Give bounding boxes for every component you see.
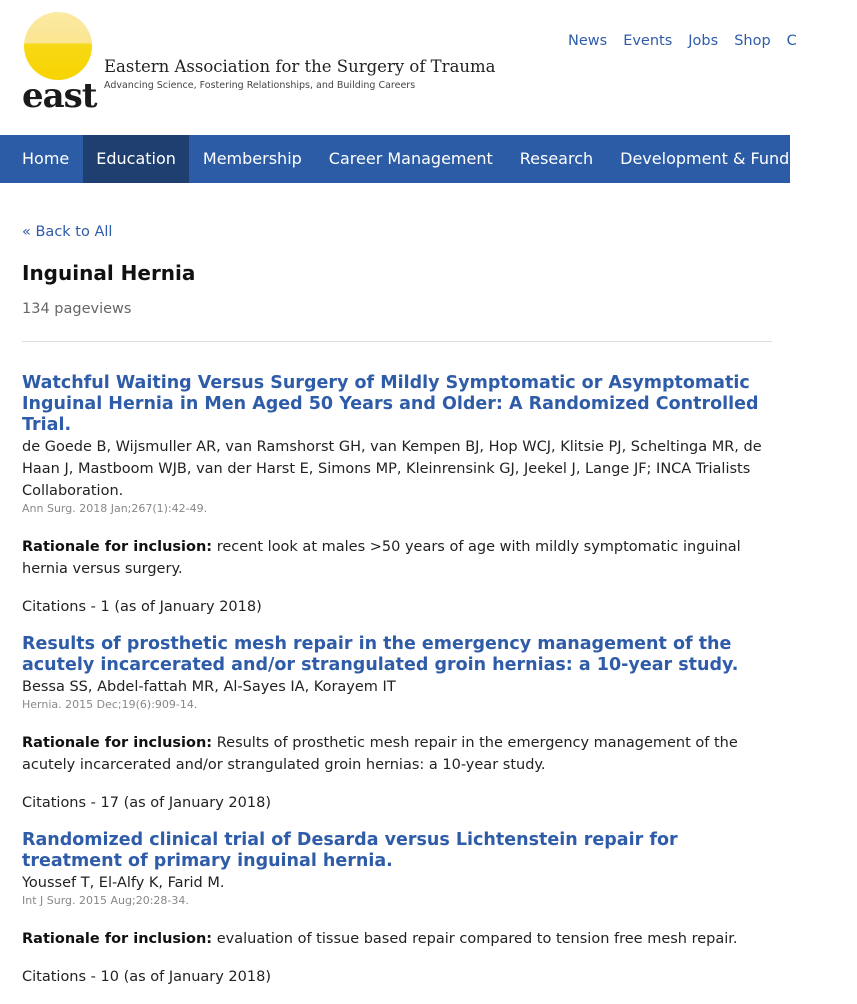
article-citations: Citations - 1 (as of January 2018)	[22, 599, 262, 615]
article-authors: Bessa SS, Abdel-fattah MR, Al-Sayes IA, Korayem IT	[22, 679, 396, 695]
nav-item-research[interactable]: Research	[519, 149, 594, 168]
article-item	[22, 373, 772, 618]
logo-wordmark: east	[22, 76, 97, 116]
utility-link-events[interactable]: Events	[623, 33, 673, 49]
article-citations: Citations - 17 (as of January 2018)	[22, 795, 271, 811]
pageview-count: 134 pageviews	[22, 301, 132, 317]
back-to-all-link[interactable]: « Back to All	[22, 224, 113, 240]
rationale-text: Results of prosthetic mesh repair in the emergency management of the acutely incarcerated and/or strangulated groin hernias: a 10-year study.	[22, 735, 738, 773]
utility-link-news[interactable]: News	[568, 33, 608, 49]
article-journal: Ann Surg. 2018 Jan;267(1):42-49.	[22, 502, 208, 515]
article-list	[22, 373, 772, 988]
rationale-label: Rationale for inclusion:	[22, 735, 213, 751]
main-content	[22, 224, 772, 1004]
rationale-label: Rationale for inclusion:	[22, 931, 213, 947]
main-nav	[0, 135, 844, 183]
article-authors: de Goede B, Wijsmuller AR, van Ramshorst GH, van Kempen BJ, Hop WCJ, Klitsie PJ, Scheltinga MR, de Haan J, Mastboom WJB, van der Harst E, Simons MP, Kleinrensink GJ, Jeekel J, Lange JF; INCA Trialists Collaboration.	[22, 439, 762, 499]
utility-link-truncated[interactable]: C	[786, 33, 797, 49]
rationale-text: recent look at males >50 years of age with mildly symptomatic inguinal hernia versus surgery.	[22, 539, 741, 577]
page-title: Inguinal Hernia	[22, 261, 196, 285]
nav-item-membership[interactable]: Membership	[202, 149, 302, 168]
utility-link-shop[interactable]: Shop	[734, 33, 771, 49]
organization-name[interactable]: Eastern Association for the Surgery of Trauma	[104, 57, 496, 76]
article-journal: Int J Surg. 2015 Aug;20:28-34.	[22, 894, 189, 907]
nav-item-development-fundraising[interactable]: Development & Fundraising	[620, 149, 844, 168]
east-logo[interactable]	[22, 12, 102, 116]
article-title-link[interactable]: Watchful Waiting Versus Surgery of Mildly Symptomatic or Asymptomatic Inguinal Hernia in Men Aged 50 Years and Older: A Randomized Controlled Trial.	[22, 373, 759, 435]
nav-item-education[interactable]: Education	[83, 135, 190, 183]
nav-item-career-management[interactable]: Career Management	[328, 149, 493, 168]
utility-link-jobs[interactable]: Jobs	[688, 33, 719, 49]
sun-icon	[24, 12, 92, 80]
utility-nav	[568, 33, 813, 49]
article-item	[22, 830, 772, 988]
nav-item-home[interactable]: Home	[22, 149, 70, 168]
article-rationale	[22, 732, 772, 776]
article-title-link[interactable]: Results of prosthetic mesh repair in the emergency management of the acutely incarcerated and/or strangulated groin hernias: a 10-year study.	[22, 634, 739, 675]
article-citations: Citations - 10 (as of January 2018)	[22, 969, 271, 985]
article-item	[22, 634, 772, 814]
article-authors: Youssef T, El-Alfy K, Farid M.	[22, 875, 225, 891]
article-journal: Hernia. 2015 Dec;19(6):909-14.	[22, 698, 198, 711]
divider	[22, 341, 772, 342]
organization-tagline: Advancing Science, Fostering Relationships, and Building Careers	[104, 80, 416, 91]
article-rationale	[22, 536, 772, 580]
article-title-link[interactable]: Randomized clinical trial of Desarda versus Lichtenstein repair for treatment of primary inguinal hernia.	[22, 830, 678, 871]
rationale-label: Rationale for inclusion:	[22, 539, 213, 555]
article-rationale	[22, 928, 772, 950]
site-header	[0, 0, 797, 135]
rationale-text: evaluation of tissue based repair compared to tension free mesh repair.	[212, 931, 738, 947]
